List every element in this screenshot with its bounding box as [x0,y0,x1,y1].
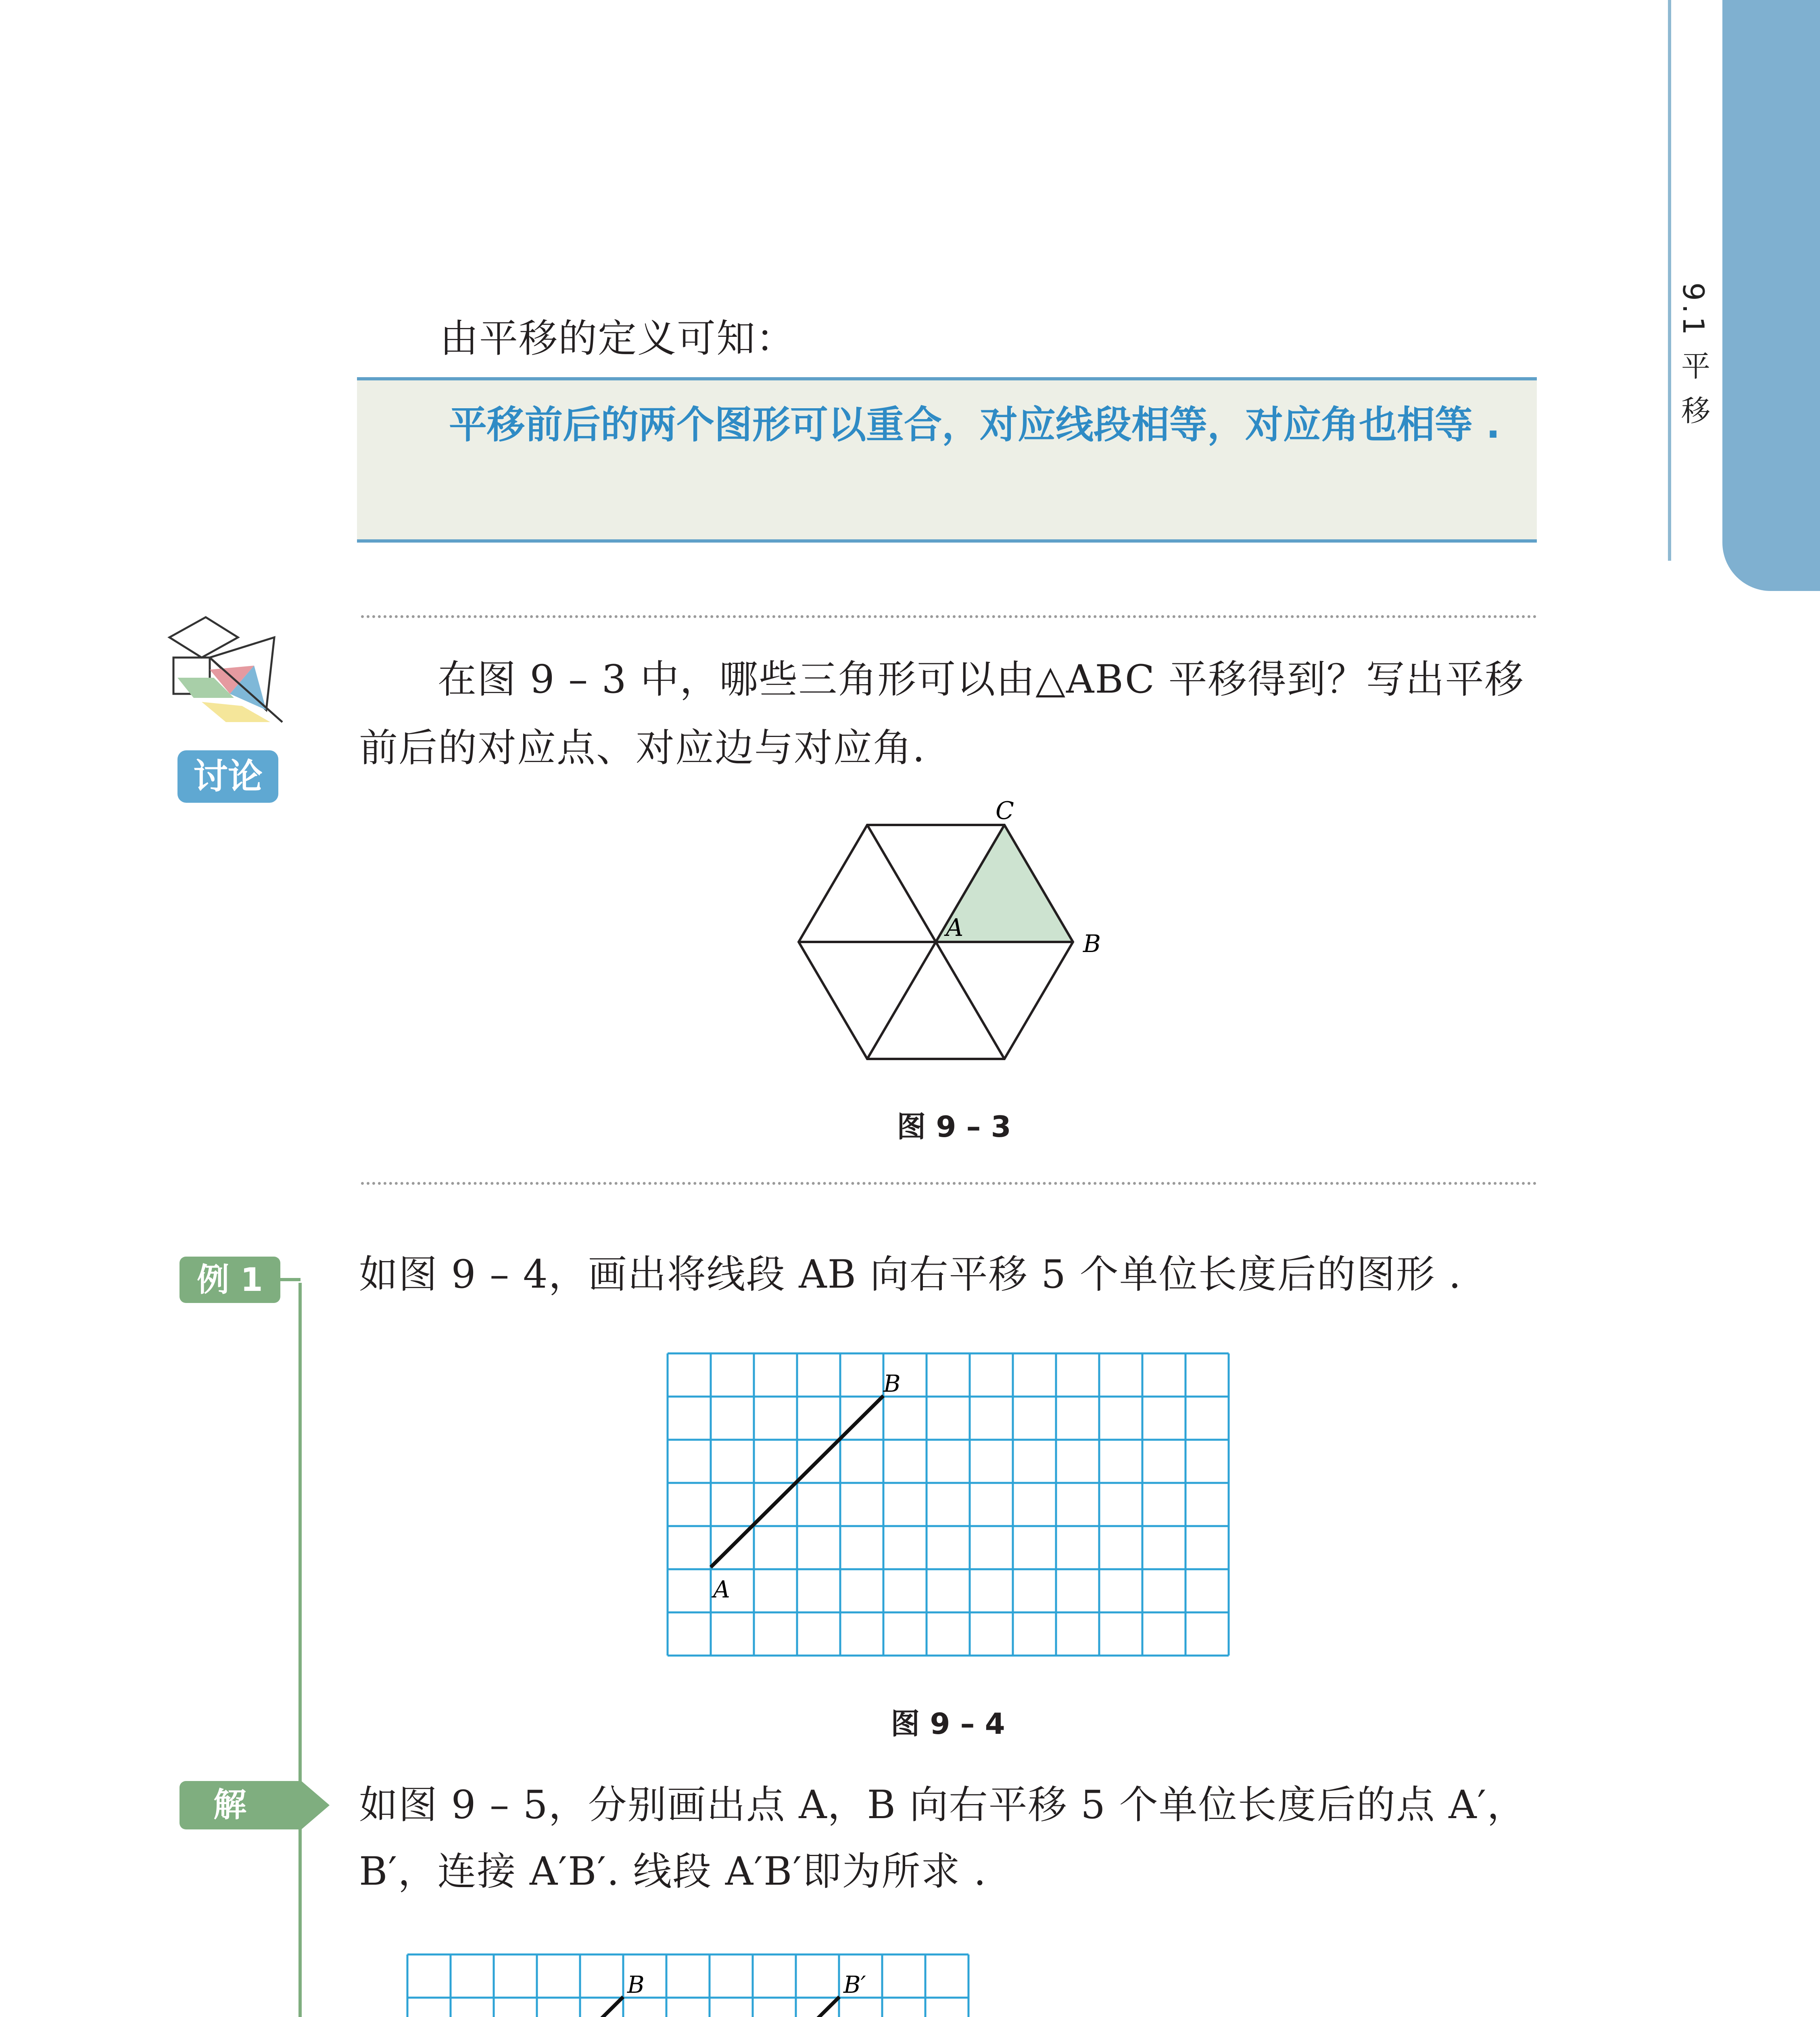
figure-9-4-caption: 图 9 – 4 [891,1707,1005,1741]
example-badge: 例 1 [179,1257,280,1303]
discussion-line-1: 在图 9 – 3 中，哪些三角形可以由△ABC 平移得到？写出平移 [438,657,1524,702]
callout-text: 平移前后的两个图形可以重合，对应线段相等，对应角也相等 . [449,403,1501,447]
label-b-prime: B′ [843,1971,866,1998]
figure-9-4-grid [666,1351,1230,1658]
label-a: A [946,914,964,942]
label-c: C [996,799,1014,825]
badge-connector [280,1278,301,1281]
figure-9-5-grid [405,1952,970,2017]
intro-text: 由平移的定义可知： [440,316,795,361]
solution-line-1: 如图 9 – 5，分别画出点 A，B 向右平移 5 个单位长度后的点 A′， [359,1782,1527,1827]
figure-9-3-hexagon [787,799,1117,1081]
label-a: A [713,1576,730,1603]
label-b: B [627,1971,645,1998]
discussion-line-2: 前后的对应点、对应边与对应角. [359,725,926,770]
chapter-label: 9.1 平 移 [1676,282,1710,428]
solution-badge-arrow-icon [280,1781,332,1829]
label-b: B [883,1370,901,1397]
solution-rail [298,1283,302,2017]
divider-bottom [361,1182,1537,1185]
label-b: B [1083,930,1101,958]
discussion-badge: 讨论 [177,750,278,803]
chapter-side-tab [1722,0,1820,591]
divider-top [361,615,1537,618]
tangram-icon [161,613,307,734]
example-text: 如图 9 – 4，画出将线段 AB 向右平移 5 个单位长度后的图形 . [359,1252,1462,1297]
side-divider [1668,0,1671,561]
solution-badge: 解 [179,1781,280,1829]
definition-callout [357,377,1537,543]
solution-line-2: B′，连接 A′B′. 线段 A′B′即为所求 . [359,1849,987,1894]
figure-9-3-caption: 图 9 – 3 [897,1110,1011,1144]
